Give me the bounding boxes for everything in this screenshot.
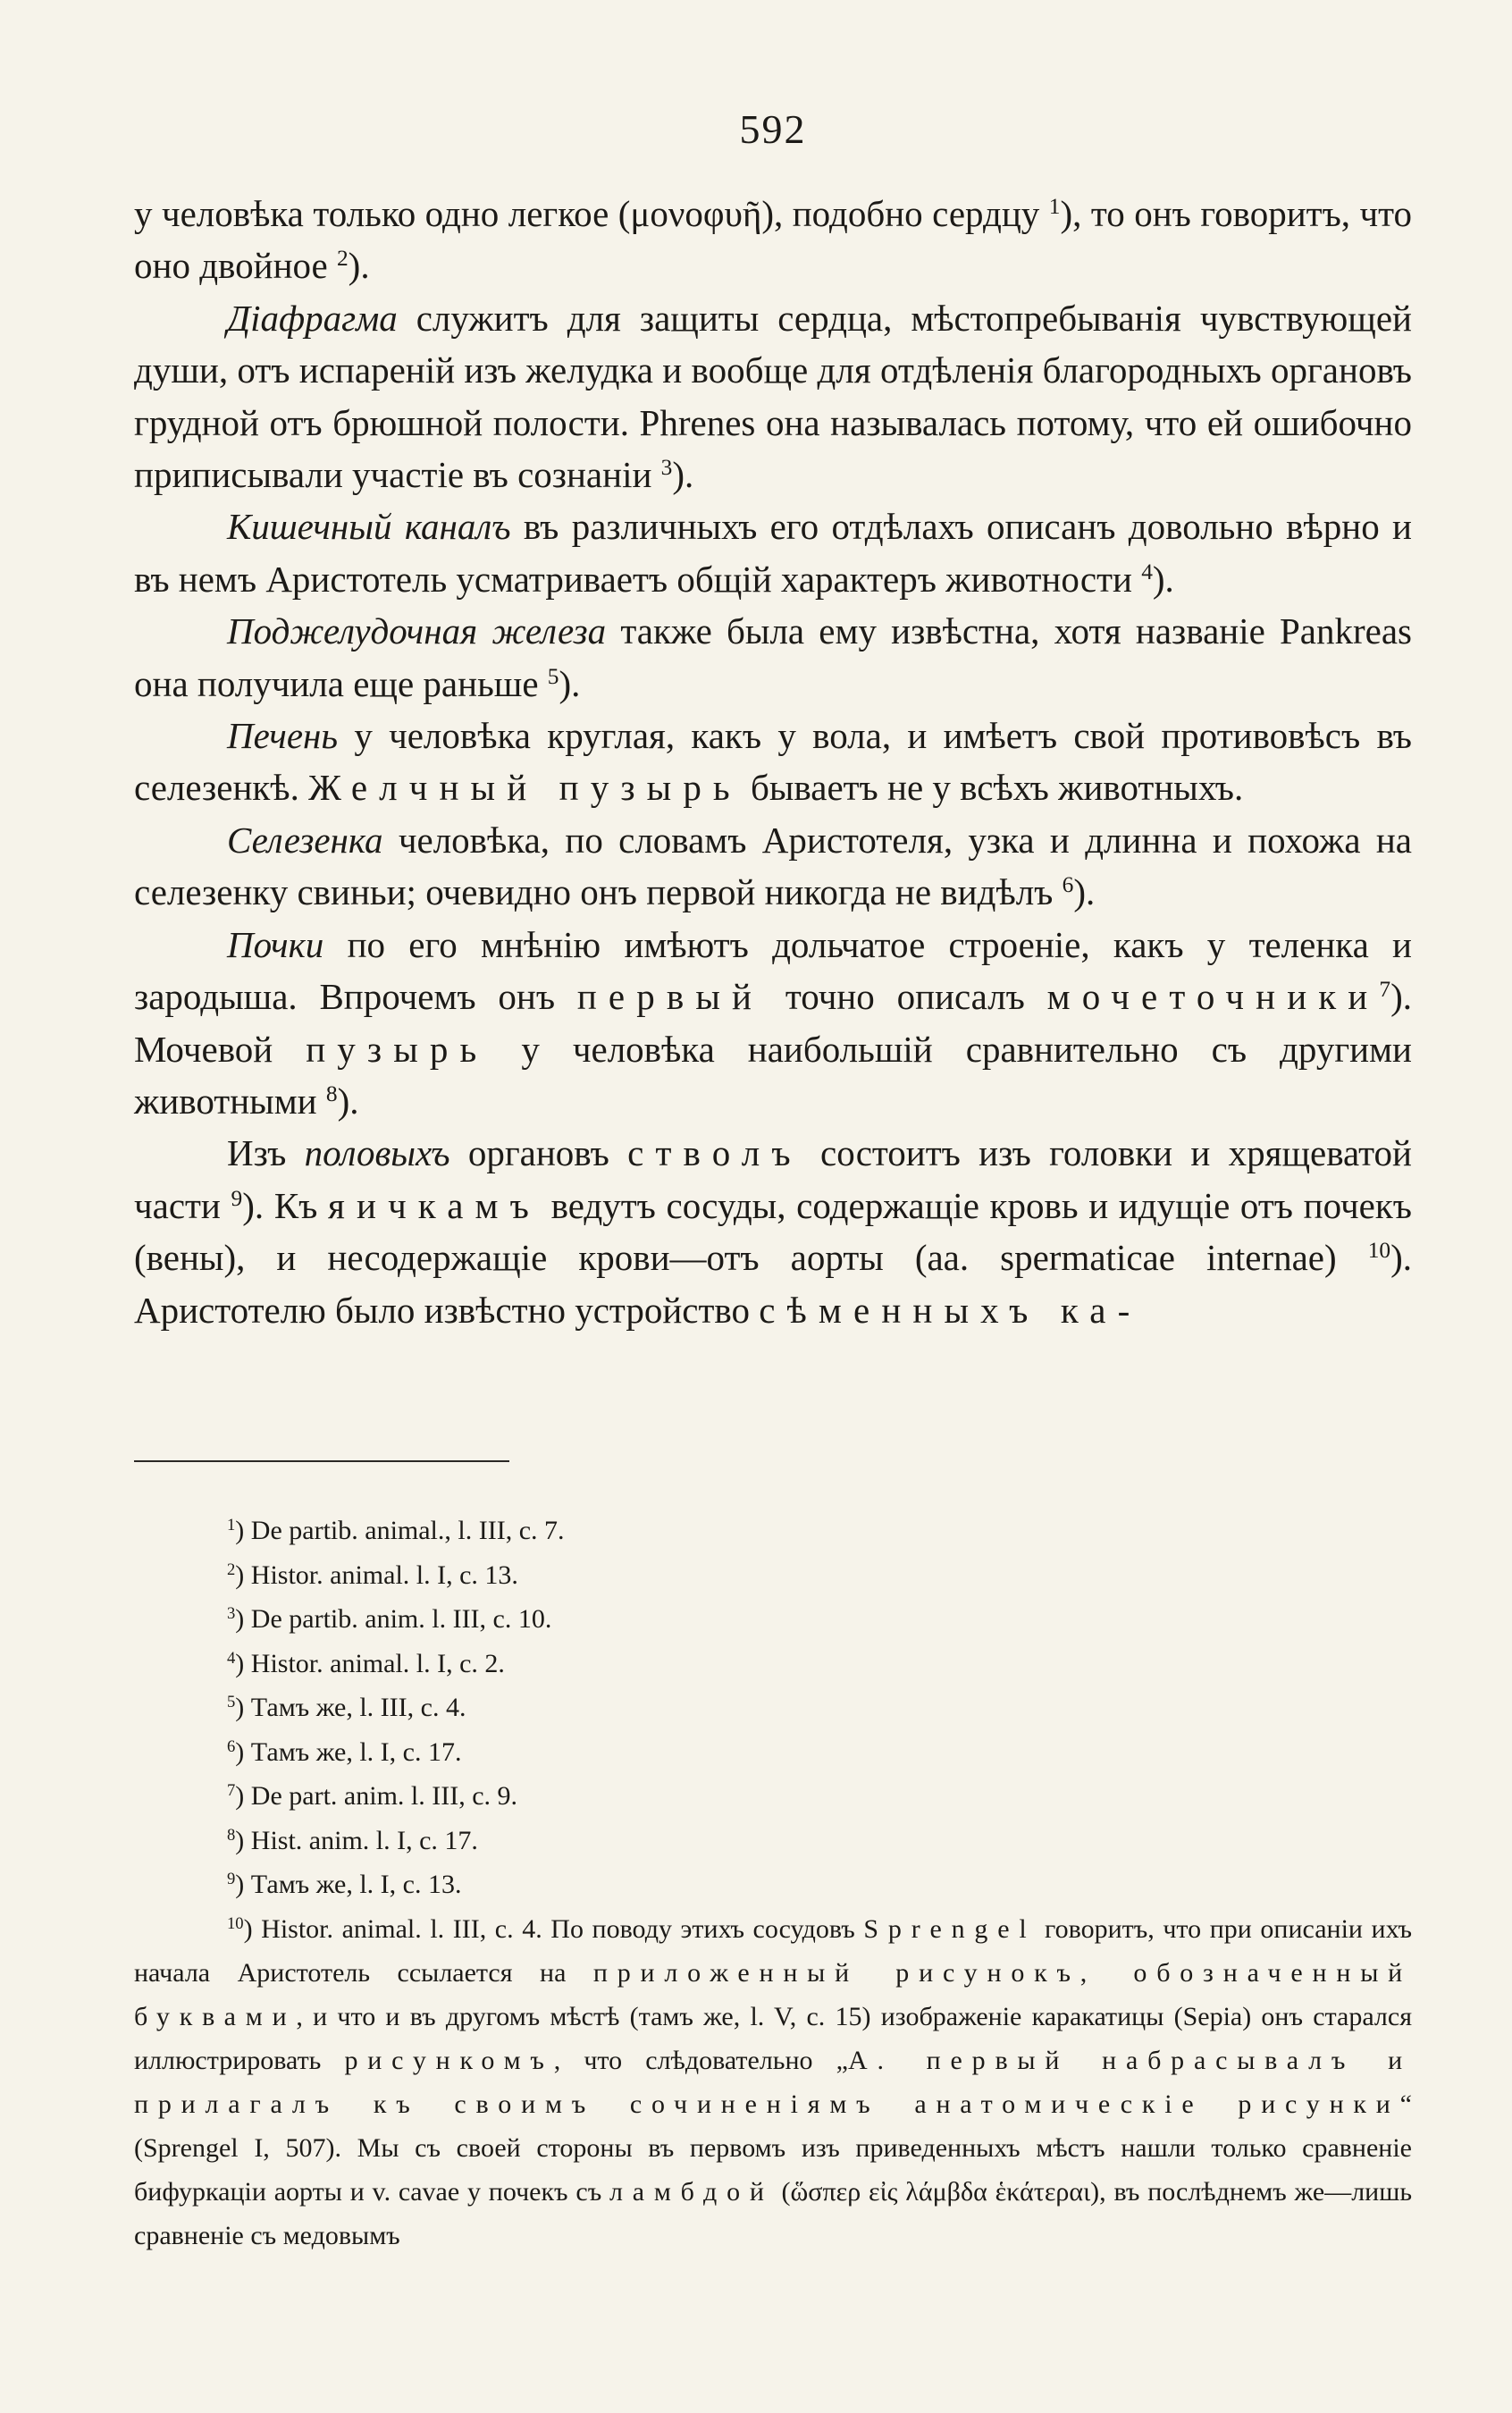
- term-intestinal-canal: Кишечный каналъ: [227, 506, 511, 548]
- spaced-term-bladder: пузырь: [306, 1028, 489, 1070]
- footnote-mark: 8: [227, 1825, 236, 1845]
- text-run: Изъ: [227, 1132, 305, 1174]
- footnote-ref: 4: [1141, 559, 1153, 584]
- footnote-text: Hist. anim. l. I, c. 17.: [250, 1825, 478, 1855]
- spaced-term-shaft: стволъ: [627, 1132, 802, 1174]
- footnote-ref: 1: [1048, 194, 1061, 220]
- text-run: также была ему извѣстна, хотя названіе Pankreas она получила еще раньше: [134, 610, 1412, 704]
- text-run: ). Къ: [242, 1184, 329, 1226]
- footnote-mark: 7: [227, 1780, 236, 1800]
- footnote-ref: 3: [660, 455, 673, 481]
- spaced-name-sprengel: Sprengel: [863, 1913, 1037, 1944]
- footnote-mark: 4: [227, 1648, 236, 1668]
- spaced-word-lambda: ламбдой: [609, 2176, 774, 2207]
- footnote-text: Тамъ же, l. III, c. 4.: [250, 1693, 466, 1722]
- footnote-mark: 10: [227, 1913, 244, 1933]
- footnote-6: $^6$) Тамъ же, l. I, c. 17.: [227, 1736, 462, 1767]
- term-spleen: Селезенка: [227, 819, 383, 861]
- footnote-text: De part. anim. l. III, c. 9.: [250, 1781, 518, 1811]
- footnote-mark: 5: [227, 1692, 236, 1711]
- paragraph-genitals: [134, 1127, 1412, 1336]
- text-run: точно описалъ: [763, 976, 1047, 1018]
- term-pancreas: Поджелудочная железа: [227, 610, 607, 652]
- paragraph-pancreas: [134, 605, 1412, 710]
- footnote-ref: 10: [1367, 1238, 1391, 1264]
- footnote-mark: 1: [227, 1515, 236, 1534]
- footnote-ref: 9: [231, 1185, 243, 1211]
- footnote-ref: 2: [336, 246, 349, 272]
- footnote-1: $^1$) De partib. animal., l. III, c. 7.: [227, 1515, 565, 1545]
- text-run: ), то онъ говоритъ, что оно двойное: [134, 193, 1412, 287]
- term-genital: половыхъ: [304, 1132, 450, 1174]
- footnote-text: Histor. animal. l. I, c. 13.: [250, 1560, 518, 1590]
- footnote-4: $^4$) Histor. animal. l. I, c. 2.: [227, 1648, 505, 1678]
- footnote-ref: 5: [547, 663, 559, 689]
- spaced-term-ureters: мочеточники: [1046, 976, 1380, 1018]
- term-kidneys: Почки: [227, 923, 324, 965]
- text-run: человѣка, по словамъ Аристотеля, узка и длинна и похожа на селезенку свиньи; очевидно онъ первой никогда не видѣлъ: [134, 819, 1412, 913]
- spaced-term-gallbladder: Желчный пузырь: [308, 767, 742, 809]
- footnote-text: Тамъ же, l. I, c. 13.: [250, 1870, 462, 1899]
- text-run: органовъ: [449, 1132, 628, 1174]
- footnote-ref: 8: [325, 1080, 338, 1106]
- text-run: у человѣка наибольшій сравнительно съ другими животными: [134, 1028, 1412, 1122]
- spaced-term-seminal: сѣменныхъ ка-: [759, 1289, 1142, 1331]
- footnote-9: $^9$) Тамъ же, l. I, c. 13.: [227, 1869, 462, 1899]
- footnote-mark: 6: [227, 1736, 236, 1756]
- footnote-8: $^8$) Hist. anim. l. I, c. 17.: [227, 1825, 478, 1855]
- text-run: ).: [1073, 871, 1096, 913]
- text-run: ).: [672, 454, 694, 496]
- footnote-mark: 2: [227, 1560, 236, 1579]
- text-run: ).: [1152, 558, 1174, 600]
- footnote-text: говоритъ, что при описаніи ихъ начала Аристотель ссылается на: [134, 1913, 1412, 1988]
- footnote-text: , и что и въ другомъ мѣстѣ (тамъ же, l. V, c. 15) изображеніе каракатицы (Sepia) онъ старался иллюстрировать: [134, 2001, 1412, 2075]
- text-run: ).: [559, 662, 581, 704]
- paragraph-spleen: [134, 814, 1412, 919]
- footnote-text: “ (Sprengel I, 507). Мы съ своей стороны въ первомъ изъ приведенныхъ мѣстъ нашли только сравненіе бифуркаціи аорты и v. cavae у почекъ съ: [134, 2089, 1412, 2207]
- footnote-text: Тамъ же, l. I, c. 17.: [250, 1736, 462, 1767]
- term-diaphragm: Діафрагма: [227, 297, 398, 339]
- footnote-2: $^2$) Histor. animal. l. I, c. 13.: [227, 1560, 518, 1590]
- text-run: у человѣка круглая, какъ у вола, и имѣетъ свой противовѣсъ въ селезенкѣ.: [134, 715, 1412, 809]
- footnote-text: De partib. animal., l. III, c. 7.: [250, 1516, 565, 1545]
- text-run: въ различныхъ его отдѣлахъ описанъ довольно вѣрно и въ немъ Аристотель усматриваетъ общій характеръ животности: [134, 506, 1412, 600]
- footnote-mark: 9: [227, 1869, 236, 1888]
- text-run: ).: [337, 1080, 359, 1122]
- text-run: ).: [348, 245, 370, 287]
- footnote-text: Histor. animal. l. III, c. 4. По поводу этихъ сосудовъ: [261, 1913, 864, 1944]
- term-liver: Печень: [227, 715, 339, 757]
- paragraph-intestine: [134, 500, 1412, 605]
- paragraph-diaphragm: [134, 292, 1412, 501]
- footnote-3: $^3$) De partib. anim. l. III, c. 10.: [227, 1603, 552, 1634]
- paragraph-liver: [134, 710, 1412, 814]
- footnote-5: $^5$) Тамъ же, l. III, c. 4.: [227, 1692, 466, 1722]
- text-run: служитъ для защиты сердца, мѣстопребыванія чувствующей души, отъ испареній изъ желудка и вообще для отдѣленія благородныхъ органовъ грудной отъ брюшной полости. Phrenes она называлась потому, что ей ошибочно приписывали участіе въ сознаніи: [134, 297, 1412, 496]
- footnote-divider: [134, 1460, 509, 1462]
- text-run: по его мнѣнію имѣютъ дольчатое строеніе, какъ у теленка и зародыша. Впрочемъ онъ: [134, 923, 1412, 1018]
- body-text: [134, 188, 1412, 1336]
- text-run: бываетъ не у всѣхъ животныхъ.: [741, 767, 1244, 809]
- footnote-text: , что слѣдовательно „: [553, 2045, 848, 2075]
- text-run: состоитъ изъ головки и хрящеватой части: [134, 1132, 1412, 1226]
- footnote-mark: 3: [227, 1603, 236, 1623]
- text-run: ). Мочевой: [134, 976, 1412, 1070]
- paragraph-kidneys: [134, 919, 1412, 1128]
- spaced-term-testicles: яичкамъ: [328, 1184, 541, 1226]
- footnote-ref: 7: [1379, 977, 1391, 1003]
- text-run: ведутъ сосуды, содержащіе кровь и идущіе отъ почекъ (вены), и несодержащіе крови—отъ аорты (аа. spermaticae internae): [134, 1184, 1412, 1279]
- paragraph-lungs: [134, 188, 1412, 292]
- spaced-word-drawing: рисункомъ: [344, 2045, 554, 2075]
- text-run: ). Аристотелю было извѣстно устройство: [134, 1237, 1412, 1331]
- footnote-text: De partib. anim. l. III, c. 10.: [250, 1604, 552, 1634]
- footnote-10: $^{10}$) Histor. animal. l. III, c. 4. По поводу этихъ сосудовъ Sprengel говоритъ, что при описаніи ихъ начала Аристотель ссылается на приложенный рисунокъ, обозначенный буквами, и что и въ другомъ мѣстѣ (тамъ же, l. V, c. 15) изображеніе каракатицы (Sepia) онъ старался иллюстрировать рисункомъ, что слѣдовательно „А. первый набрасывалъ и прилагалъ къ своимъ сочиненіямъ анатомическіе рисунки“ (Sprengel I, 507). Мы съ своей стороны въ первомъ изъ приведенныхъ мѣстъ нашли только сравненіе бифуркаціи аорты и v. cavae у почекъ съ ламбдой (ὥσπερ εἰς λάμβδα ἑκάτεραι), въ послѣднемъ же—лишь сравненіе съ медовымъ: [134, 1913, 1413, 2250]
- footnotes: [134, 1509, 1412, 2257]
- spaced-quote-sprengel: А. первый набрасывалъ и прилагалъ къ своимъ сочиненіямъ анатомическіе рисунки: [134, 2045, 1412, 2119]
- footnote-text: (ὥσπερ εἰς λάμβδα ἑκάτεραι), въ послѣднемъ же—лишь сравненіе съ медовымъ: [134, 2176, 1412, 2250]
- footnote-7: $^7$) De part. anim. l. III, c. 9.: [227, 1780, 518, 1811]
- footnote-text: Histor. animal. l. I, c. 2.: [250, 1648, 505, 1678]
- text-run: у человѣка только одно легкое (μονοφυῆ), подобно сердцу: [134, 193, 1049, 234]
- spaced-word-first: первый: [576, 976, 764, 1018]
- footnote-ref: 6: [1062, 872, 1074, 898]
- page-number: 592: [739, 106, 807, 152]
- spaced-phrase-attached-drawing: приложенный рисунокъ, обозначенный буквами: [134, 1957, 1413, 2031]
